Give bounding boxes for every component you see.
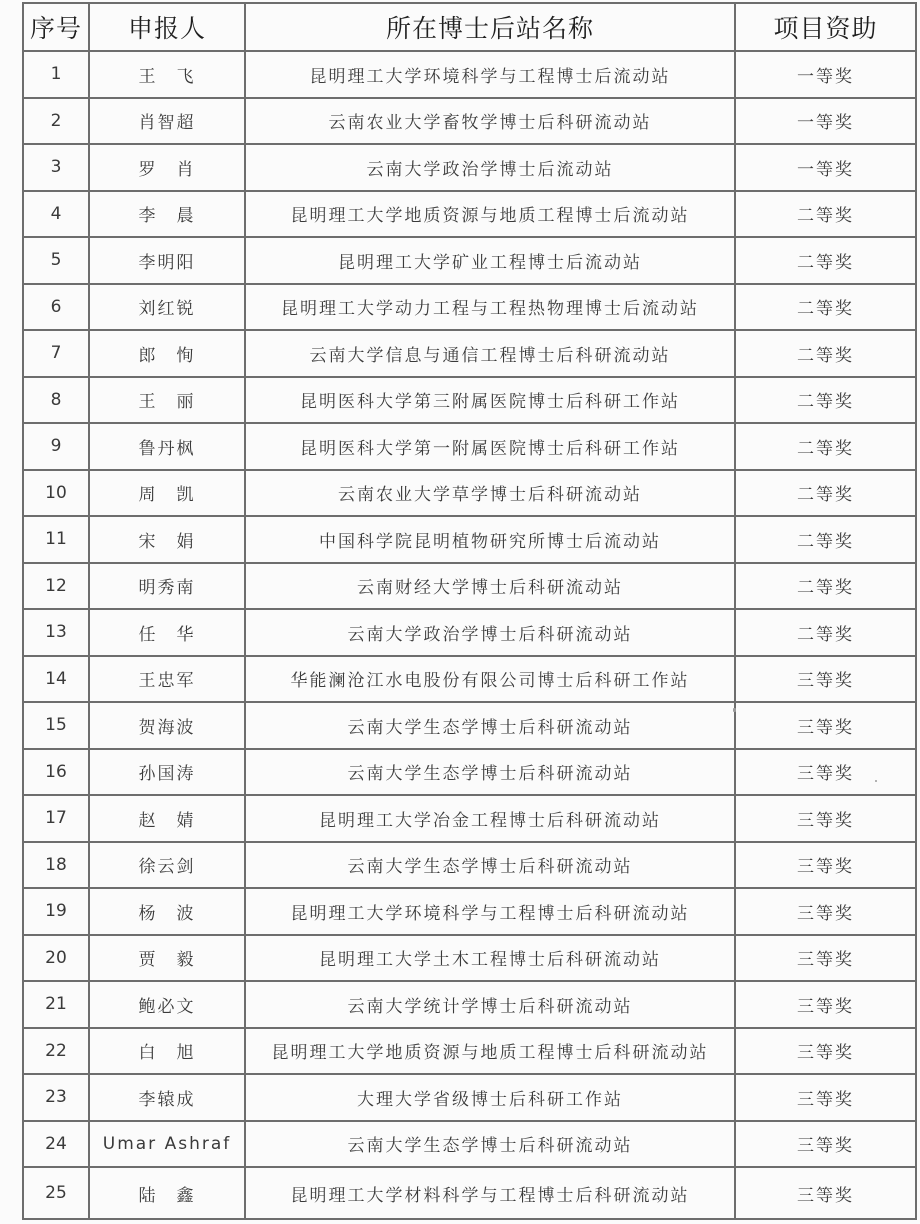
station-name-cell: 云南大学政治学博士后流动站 xyxy=(245,144,735,191)
table-row xyxy=(23,563,916,610)
serial-number-cell: 2 xyxy=(23,98,89,145)
applicant-cell: 贾 毅 xyxy=(89,935,245,982)
serial-number-cell: 3 xyxy=(23,144,89,191)
table-row xyxy=(23,191,916,238)
award-level-cell: 二等奖 xyxy=(735,191,916,238)
station-name-cell: 云南农业大学草学博士后科研流动站 xyxy=(245,470,735,517)
applicant-cell: 王 丽 xyxy=(89,377,245,424)
table-row xyxy=(23,284,916,331)
serial-number-cell: 12 xyxy=(23,563,89,610)
station-name-cell: 云南大学政治学博士后科研流动站 xyxy=(245,609,735,656)
applicant-cell: 刘红锐 xyxy=(89,284,245,331)
station-name-cell: 云南大学生态学博士后科研流动站 xyxy=(245,749,735,796)
station-name-cell: 昆明理工大学材料科学与工程博士后科研流动站 xyxy=(245,1167,735,1219)
serial-number-cell: 19 xyxy=(23,888,89,935)
award-level-cell: 一等奖 xyxy=(735,98,916,145)
applicant-cell: 孙国涛 xyxy=(89,749,245,796)
table-row xyxy=(23,656,916,703)
award-level-cell: 二等奖 xyxy=(735,330,916,377)
serial-number-cell: 18 xyxy=(23,842,89,889)
table-row xyxy=(23,1074,916,1121)
station-name-cell: 云南农业大学畜牧学博士后科研流动站 xyxy=(245,98,735,145)
table-row xyxy=(23,51,916,98)
applicant-cell: 白 旭 xyxy=(89,1028,245,1075)
table-row xyxy=(23,981,916,1028)
header-row xyxy=(23,3,916,51)
station-name-cell: 华能澜沧江水电股份有限公司博士后科研工作站 xyxy=(245,656,735,703)
applicant-cell: 王 飞 xyxy=(89,51,245,98)
table-body xyxy=(23,51,916,1219)
station-name-cell: 昆明理工大学动力工程与工程热物理博士后流动站 xyxy=(245,284,735,331)
award-level-cell: 三等奖 xyxy=(735,1121,916,1168)
header-station-name: 所在博士后站名称 xyxy=(245,3,735,51)
station-name-cell: 云南大学生态学博士后科研流动站 xyxy=(245,702,735,749)
station-name-cell: 云南财经大学博士后科研流动站 xyxy=(245,563,735,610)
award-level-cell: 三等奖 xyxy=(735,981,916,1028)
station-name-cell: 大理大学省级博士后科研工作站 xyxy=(245,1074,735,1121)
serial-number-cell: 16 xyxy=(23,749,89,796)
station-name-cell: 云南大学统计学博士后科研流动站 xyxy=(245,981,735,1028)
serial-number-cell: 23 xyxy=(23,1074,89,1121)
header-serial-number: 序号 xyxy=(23,3,89,51)
table-row xyxy=(23,702,916,749)
station-name-cell: 昆明理工大学环境科学与工程博士后科研流动站 xyxy=(245,888,735,935)
table-row xyxy=(23,377,916,424)
serial-number-cell: 5 xyxy=(23,237,89,284)
table-row xyxy=(23,237,916,284)
award-level-cell: 二等奖 xyxy=(735,563,916,610)
serial-number-cell: 10 xyxy=(23,470,89,517)
station-name-cell: 云南大学信息与通信工程博士后科研流动站 xyxy=(245,330,735,377)
serial-number-cell: 24 xyxy=(23,1121,89,1168)
station-name-cell: 云南大学生态学博士后科研流动站 xyxy=(245,842,735,889)
applicant-cell: 肖智超 xyxy=(89,98,245,145)
serial-number-cell: 20 xyxy=(23,935,89,982)
serial-number-cell: 11 xyxy=(23,516,89,563)
applicant-cell: 周 凯 xyxy=(89,470,245,517)
table-row xyxy=(23,1121,916,1168)
table-row xyxy=(23,609,916,656)
award-level-cell: 一等奖 xyxy=(735,144,916,191)
serial-number-cell: 25 xyxy=(23,1167,89,1219)
station-name-cell: 昆明理工大学环境科学与工程博士后流动站 xyxy=(245,51,735,98)
applicant-cell: 王忠军 xyxy=(89,656,245,703)
serial-number-cell: 22 xyxy=(23,1028,89,1075)
scan-speck xyxy=(733,708,736,712)
award-level-cell: 三等奖 xyxy=(735,1167,916,1219)
applicant-cell: 鲁丹枫 xyxy=(89,423,245,470)
applicant-cell: 徐云剑 xyxy=(89,842,245,889)
award-level-cell: 三等奖 xyxy=(735,749,916,796)
station-name-cell: 昆明理工大学冶金工程博士后科研流动站 xyxy=(245,795,735,842)
applicant-cell: 明秀南 xyxy=(89,563,245,610)
serial-number-cell: 7 xyxy=(23,330,89,377)
serial-number-cell: 21 xyxy=(23,981,89,1028)
award-level-cell: 二等奖 xyxy=(735,470,916,517)
station-name-cell: 昆明理工大学地质资源与地质工程博士后流动站 xyxy=(245,191,735,238)
station-name-cell: 中国科学院昆明植物研究所博士后流动站 xyxy=(245,516,735,563)
serial-number-cell: 15 xyxy=(23,702,89,749)
award-table xyxy=(22,2,917,1220)
table-row xyxy=(23,470,916,517)
serial-number-cell: 6 xyxy=(23,284,89,331)
award-level-cell: 二等奖 xyxy=(735,377,916,424)
table-row xyxy=(23,935,916,982)
table-header xyxy=(23,3,916,51)
award-level-cell: 三等奖 xyxy=(735,795,916,842)
award-level-cell: 三等奖 xyxy=(735,842,916,889)
applicant-cell: 杨 波 xyxy=(89,888,245,935)
award-level-cell: 二等奖 xyxy=(735,284,916,331)
header-project-funding: 项目资助 xyxy=(735,3,916,51)
applicant-cell: 罗 肖 xyxy=(89,144,245,191)
table-row xyxy=(23,144,916,191)
serial-number-cell: 4 xyxy=(23,191,89,238)
table-row xyxy=(23,330,916,377)
table-row xyxy=(23,1028,916,1075)
scan-speck xyxy=(875,780,877,782)
table-row xyxy=(23,1167,916,1219)
table-row xyxy=(23,795,916,842)
award-level-cell: 三等奖 xyxy=(735,656,916,703)
award-level-cell: 二等奖 xyxy=(735,516,916,563)
station-name-cell: 昆明理工大学地质资源与地质工程博士后科研流动站 xyxy=(245,1028,735,1075)
applicant-cell: 李辕成 xyxy=(89,1074,245,1121)
applicant-cell: 李明阳 xyxy=(89,237,245,284)
applicant-cell: 任 华 xyxy=(89,609,245,656)
serial-number-cell: 8 xyxy=(23,377,89,424)
applicant-cell: 赵 婧 xyxy=(89,795,245,842)
station-name-cell: 昆明医科大学第一附属医院博士后科研工作站 xyxy=(245,423,735,470)
table-row xyxy=(23,423,916,470)
serial-number-cell: 17 xyxy=(23,795,89,842)
serial-number-cell: 9 xyxy=(23,423,89,470)
station-name-cell: 昆明理工大学土木工程博士后科研流动站 xyxy=(245,935,735,982)
award-level-cell: 一等奖 xyxy=(735,51,916,98)
station-name-cell: 云南大学生态学博士后科研流动站 xyxy=(245,1121,735,1168)
applicant-cell: 贺海波 xyxy=(89,702,245,749)
header-applicant: 申报人 xyxy=(89,3,245,51)
station-name-cell: 昆明理工大学矿业工程博士后流动站 xyxy=(245,237,735,284)
award-level-cell: 二等奖 xyxy=(735,609,916,656)
applicant-cell: 鲍必文 xyxy=(89,981,245,1028)
applicant-cell: 李 晨 xyxy=(89,191,245,238)
applicant-cell: 陆 鑫 xyxy=(89,1167,245,1219)
applicant-cell: Umar Ashraf xyxy=(89,1121,245,1168)
serial-number-cell: 1 xyxy=(23,51,89,98)
award-level-cell: 三等奖 xyxy=(735,702,916,749)
award-level-cell: 三等奖 xyxy=(735,1028,916,1075)
serial-number-cell: 14 xyxy=(23,656,89,703)
station-name-cell: 昆明医科大学第三附属医院博士后科研工作站 xyxy=(245,377,735,424)
table-row xyxy=(23,516,916,563)
applicant-cell: 郎 恂 xyxy=(89,330,245,377)
award-level-cell: 三等奖 xyxy=(735,1074,916,1121)
serial-number-cell: 13 xyxy=(23,609,89,656)
table-row xyxy=(23,749,916,796)
applicant-cell: 宋 娟 xyxy=(89,516,245,563)
table-row xyxy=(23,888,916,935)
table-row xyxy=(23,842,916,889)
award-level-cell: 二等奖 xyxy=(735,237,916,284)
table-row xyxy=(23,98,916,145)
award-level-cell: 三等奖 xyxy=(735,888,916,935)
award-level-cell: 三等奖 xyxy=(735,935,916,982)
award-level-cell: 二等奖 xyxy=(735,423,916,470)
